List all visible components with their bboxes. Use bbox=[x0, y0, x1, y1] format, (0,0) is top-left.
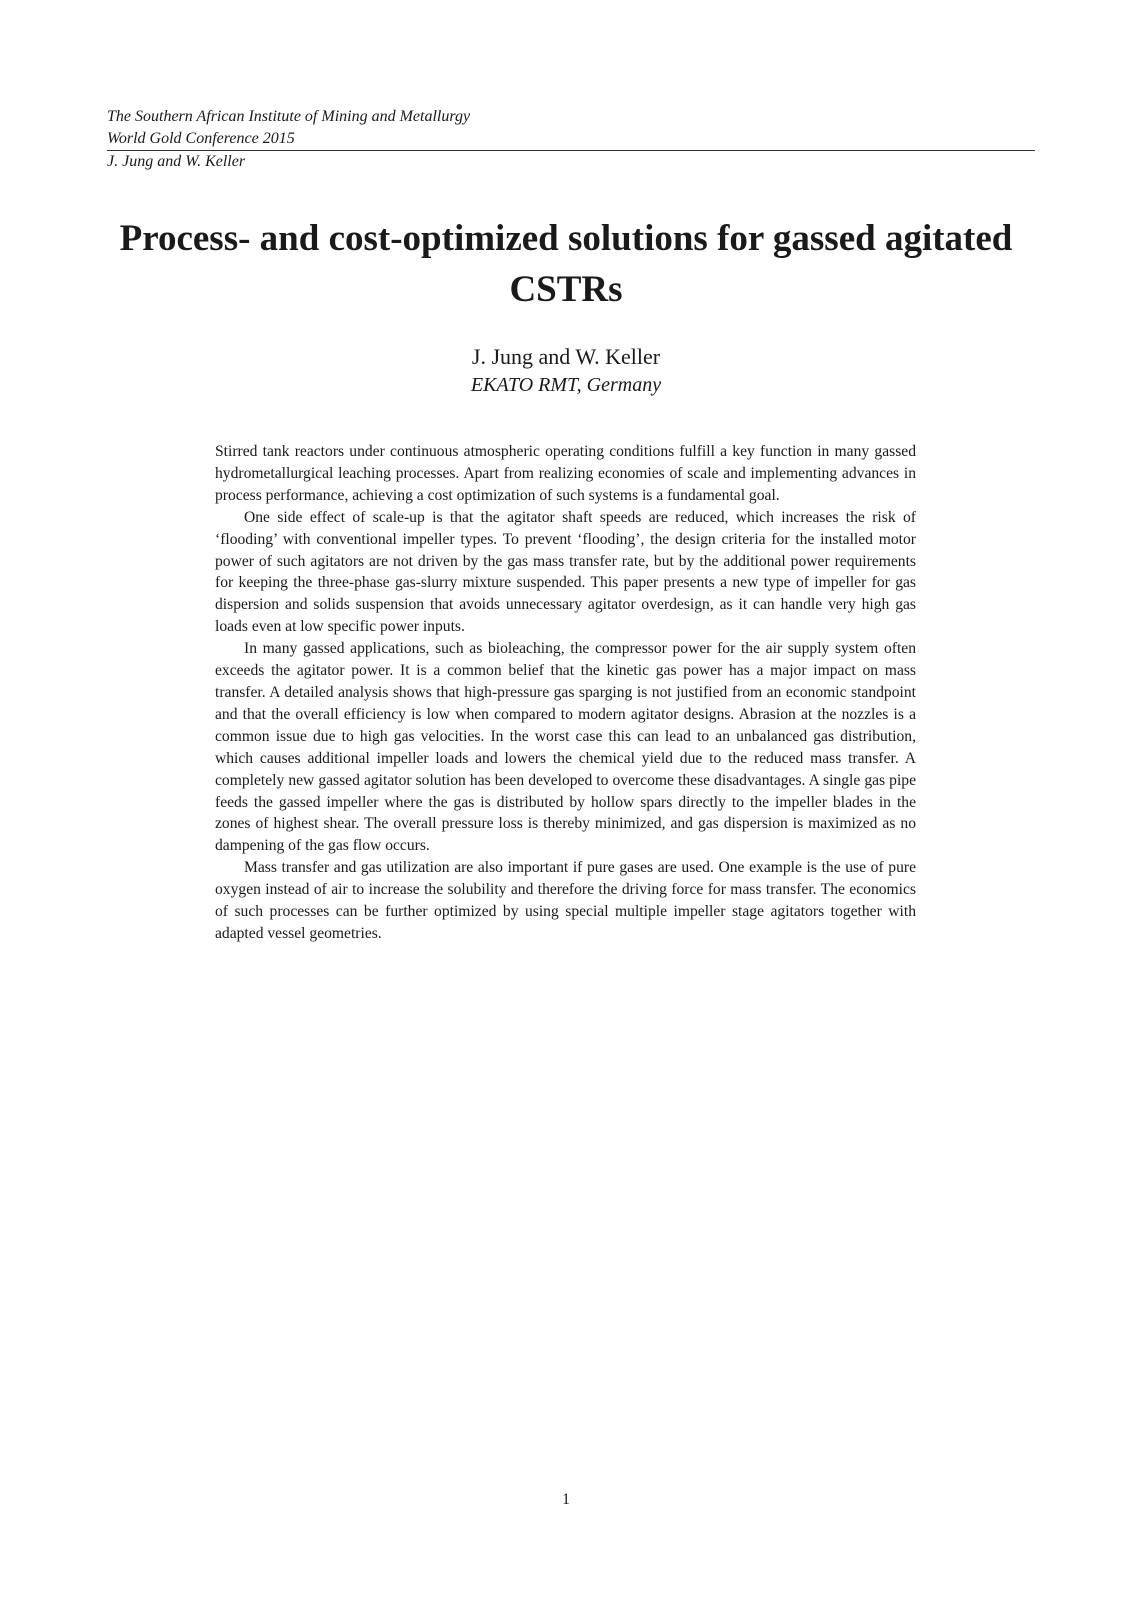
abstract-paragraph: In many gassed applications, such as bioleaching, the compressor power for the air supply system often exceeds the agitator power. It is a common belief that the kinetic gas power has a major impact on mass transfer. A detailed analysis shows that high-pressure gas sparging is not justified from an economic standpoint and that the overall efficiency is low when compared to modern agitator designs. Abrasion at the nozzles is a common issue due to high gas velocities. In the worst case this can lead to an unbalanced gas distribution, which causes additional impeller loads and lowers the chemical yield due to the reduced mass transfer. A completely new gassed agitator solution has been developed to overcome these disadvantages. A single gas pipe feeds the gassed impeller where the gas is distributed by hollow spars directly to the impeller blades in the zones of highest shear. The overall pressure loss is thereby minimized, and gas dispersion is maximized as no dampening of the gas flow occurs. bbox=[215, 640, 916, 855]
abstract-paragraph: Stirred tank reactors under continuous atmospheric operating conditions fulfill a key function in many gassed hydrometallurgical leaching processes. Apart from realizing economies of scale and implementing advances in process performance, achieving a cost optimization of such systems is a fundamental goal. bbox=[215, 443, 916, 504]
running-header bbox=[107, 106, 1035, 173]
header-institute: The Southern African Institute of Mining and Metallurgy bbox=[107, 108, 471, 125]
header-conference: World Gold Conference 2015 bbox=[107, 130, 295, 147]
abstract-paragraph: Mass transfer and gas utilization are also important if pure gases are used. One example is the use of pure oxygen instead of air to increase the solubility and therefore the driving force for mass transfer. The economics of such processes can be further optimized by using special multiple impeller stage agitators together with adapted vessel geometries. bbox=[215, 859, 916, 942]
paper-title: Process- and cost-optimized solutions for gassed agitated CSTRs bbox=[119, 218, 1013, 310]
abstract-paragraph: One side effect of scale-up is that the agitator shaft speeds are reduced, which increases the risk of ‘flooding’ with conventional impeller types. To prevent ‘flooding’, the design criteria for the installed motor power of such agitators are not driven by the gas mass transfer rate, but by the additional power requirements for keeping the three-phase gas-slurry mixture suspended. This paper presents a new type of impeller for gas dispersion and solids suspension that avoids unnecessary agitator overdesign, as it can handle very high gas loads even at low specific power inputs. bbox=[215, 508, 916, 636]
page-number: 1 bbox=[562, 1491, 570, 1508]
header-authors: J. Jung and W. Keller bbox=[107, 153, 246, 170]
abstract bbox=[215, 441, 916, 945]
paper-authors: J. Jung and W. Keller bbox=[471, 344, 661, 369]
paper-affiliation: EKATO RMT, Germany bbox=[470, 374, 662, 396]
